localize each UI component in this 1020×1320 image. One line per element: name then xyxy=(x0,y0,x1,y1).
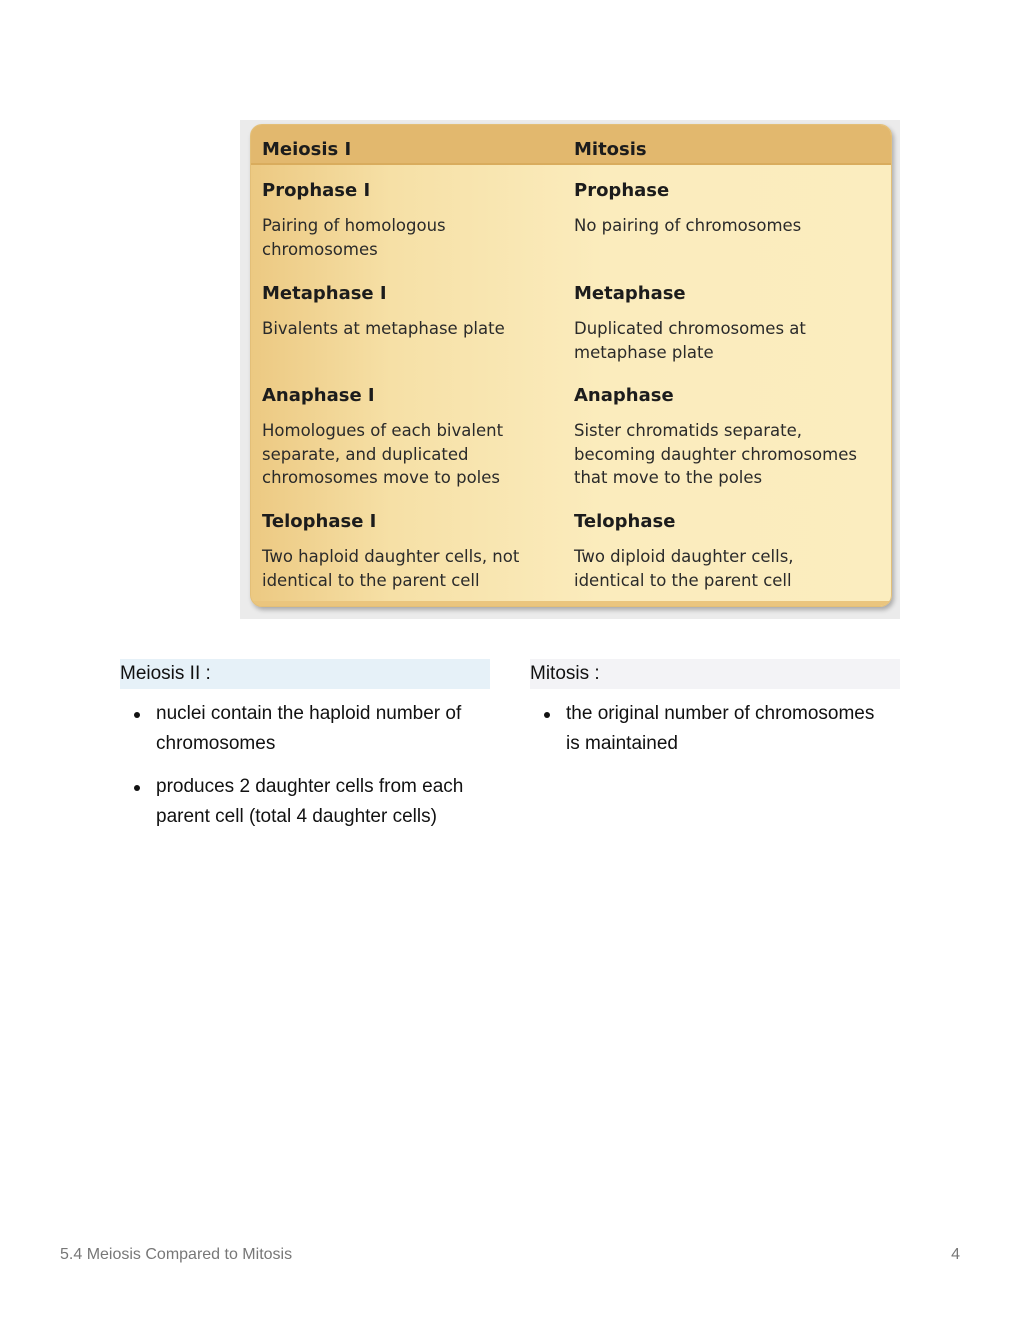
phase-desc-left xyxy=(262,419,503,490)
bullet-icon xyxy=(544,712,550,718)
phase-title-right: Telophase xyxy=(574,511,676,532)
phase-title-left: Prophase I xyxy=(262,180,371,201)
meiosis-ii-bullet-list xyxy=(120,699,500,845)
desc-line: that move to the poles xyxy=(574,468,763,487)
phase-desc-right xyxy=(574,214,801,238)
header-meiosis-i: Meiosis I xyxy=(262,139,352,160)
list-item xyxy=(120,699,500,759)
phase-desc-left xyxy=(262,545,519,592)
desc-line: No pairing of chromosomes xyxy=(574,216,802,235)
phase-title-right: Prophase xyxy=(574,180,670,201)
phase-title-left: Metaphase I xyxy=(262,283,387,304)
bullet-icon xyxy=(134,712,140,718)
desc-line: Two diploid daughter cells, xyxy=(574,547,794,566)
desc-line: Sister chromatids separate, xyxy=(574,421,802,440)
phase-title-left: Anaphase I xyxy=(262,385,375,406)
desc-line: Two haploid daughter cells, not xyxy=(262,547,520,566)
desc-line: identical to the parent cell xyxy=(574,570,792,590)
list-item-line: the original number of chromosomes xyxy=(566,703,875,724)
phase-desc-right xyxy=(574,545,794,592)
comparison-figure xyxy=(240,120,900,619)
desc-line: Bivalents at metaphase plate xyxy=(262,319,505,338)
desc-line: Duplicated chromosomes at xyxy=(574,319,806,338)
mitosis-bullet-list xyxy=(530,699,910,772)
list-item-line: produces 2 daughter cells from each xyxy=(156,776,464,797)
desc-line: chromosomes move to poles xyxy=(262,468,501,487)
desc-line: separate, and duplicated xyxy=(262,444,469,464)
desc-line: identical to the parent cell xyxy=(262,570,480,590)
list-item xyxy=(530,699,910,759)
comparison-table-card xyxy=(250,124,892,607)
phase-title-right: Anaphase xyxy=(574,385,674,406)
meiosis-ii-label: Meiosis II : xyxy=(120,659,490,689)
list-item-line: chromosomes xyxy=(156,733,276,754)
desc-line: chromosomes xyxy=(262,239,378,259)
list-item xyxy=(120,772,500,832)
desc-line: metaphase plate xyxy=(574,342,714,362)
list-item-line: nuclei contain the haploid number of xyxy=(156,703,462,724)
footer-title: 5.4 Meiosis Compared to Mitosis xyxy=(60,1246,293,1263)
desc-line: Pairing of homologous xyxy=(262,216,446,235)
table-bottom-border xyxy=(251,601,891,606)
desc-line: Homologues of each bivalent xyxy=(262,421,504,440)
bullet-icon xyxy=(134,785,140,791)
phase-title-right: Metaphase xyxy=(574,283,686,304)
phase-desc-right xyxy=(574,419,857,490)
list-item-line: is maintained xyxy=(566,733,678,754)
header-mitosis: Mitosis xyxy=(574,139,647,160)
phase-desc-right xyxy=(574,317,806,364)
desc-line: becoming daughter chromosomes xyxy=(574,444,857,464)
phase-title-left: Telophase I xyxy=(262,511,377,532)
phase-desc-left xyxy=(262,317,505,341)
list-item-line: parent cell (total 4 daughter cells) xyxy=(156,806,437,827)
page-number: 4 xyxy=(951,1246,960,1263)
phase-desc-left xyxy=(262,214,446,261)
mitosis-label: Mitosis : xyxy=(530,659,900,689)
